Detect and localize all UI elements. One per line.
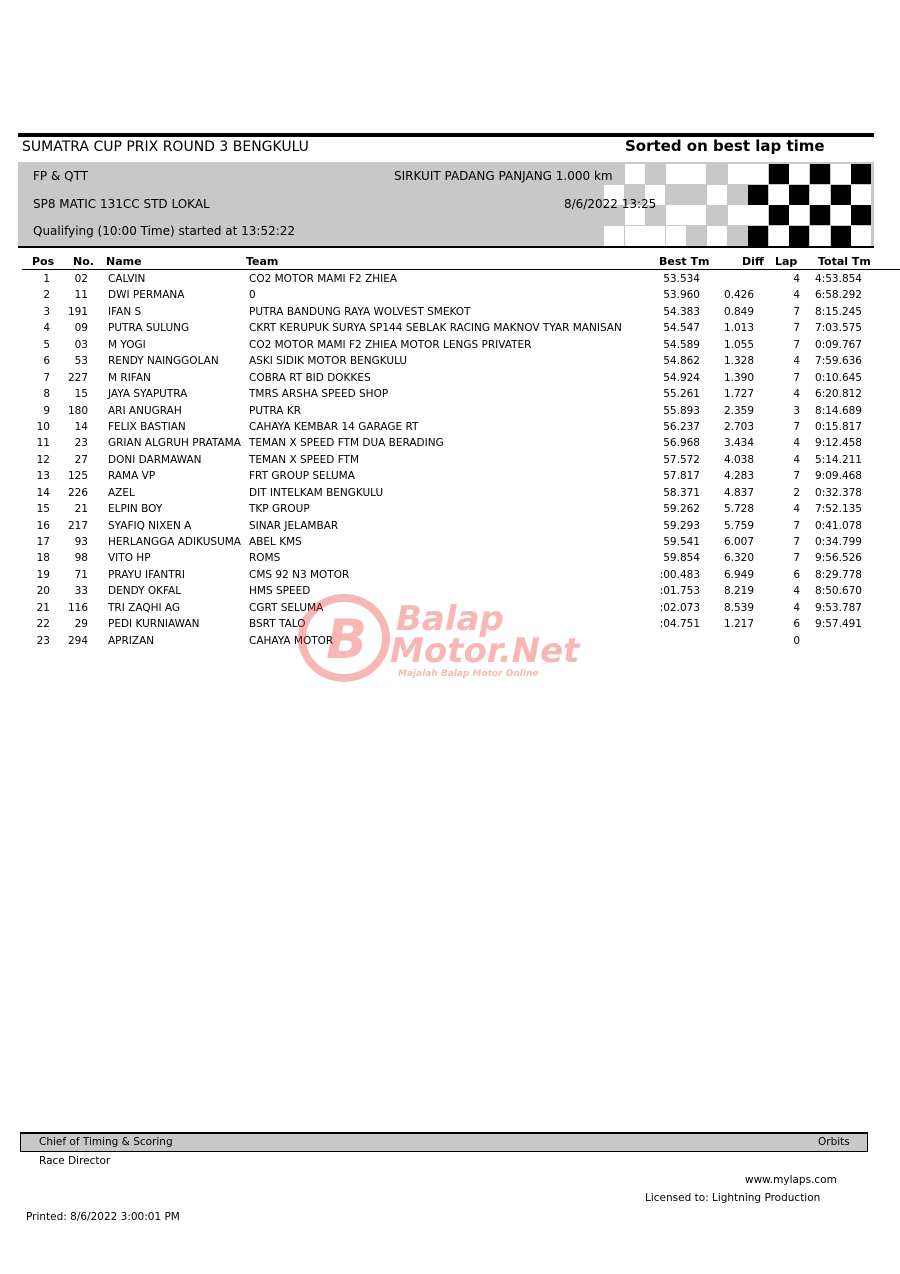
cell-no: 09 <box>74 322 88 335</box>
col-total-time: Total Tm <box>818 255 871 268</box>
flag-square <box>728 226 748 246</box>
cell-best: :04.751 <box>659 618 700 631</box>
cell-best: :01.753 <box>659 585 700 598</box>
flag-square <box>625 226 645 246</box>
cell-pos: 9 <box>43 404 50 417</box>
cell-no: 27 <box>74 453 88 466</box>
col-diff: Diff <box>742 255 764 268</box>
flag-square <box>748 164 768 184</box>
watermark-text-2: Motor.Net <box>390 631 580 671</box>
cell-name: RAMA VP <box>108 470 156 483</box>
cell-team: 0 <box>249 289 256 302</box>
cell-lap: 4 <box>793 453 800 466</box>
col-best-time: Best Tm <box>659 255 710 268</box>
cell-diff: 3.434 <box>723 437 754 450</box>
flag-square <box>748 205 768 225</box>
cell-lap: 0 <box>793 634 800 647</box>
cell-no: 71 <box>74 568 88 581</box>
cell-name: VITO HP <box>108 552 151 565</box>
flag-square <box>666 164 686 184</box>
cell-team: CO2 MOTOR MAMI F2 ZHIEA <box>249 273 398 285</box>
cell-diff: 0.849 <box>723 305 754 318</box>
cell-diff: 1.328 <box>723 355 754 368</box>
cell-lap: 4 <box>793 355 800 368</box>
cell-best: 54.589 <box>663 338 700 351</box>
flag-square <box>604 226 624 246</box>
table-row <box>0 452 900 468</box>
table-row <box>0 567 900 583</box>
cell-pos: 2 <box>43 289 50 302</box>
cell-team: CAHAYA KEMBAR 14 GARAGE RT <box>249 420 419 433</box>
cell-best: 58.371 <box>663 486 700 499</box>
cell-team: TMRS ARSHA SPEED SHOP <box>249 388 389 401</box>
cell-pos: 4 <box>43 322 50 335</box>
table-row <box>0 337 900 353</box>
cell-best: 54.862 <box>663 355 700 368</box>
cell-no: 21 <box>74 503 88 516</box>
cell-diff: 6.007 <box>723 536 754 548</box>
cell-name: DENDY OKFAL <box>108 585 182 598</box>
flag-square <box>769 164 789 184</box>
cell-diff: 4.038 <box>723 453 754 466</box>
col-lap: Lap <box>775 255 798 268</box>
cell-team: CKRT KERUPUK SURYA SP144 SEBLAK RACING MAKNOV TYAR MANISAN <box>249 322 622 335</box>
sort-label: Sorted on best lap time <box>625 137 825 155</box>
flag-square <box>645 226 665 246</box>
cell-name: RENDY NAINGGOLAN <box>108 355 219 368</box>
cell-name: ARI ANUGRAH <box>108 404 182 417</box>
cell-name: PEDI KURNIAWAN <box>108 618 200 631</box>
cell-best: 57.572 <box>663 453 700 466</box>
cell-diff: 4.837 <box>723 486 754 499</box>
cell-lap: 7 <box>793 305 800 318</box>
table-row <box>0 550 900 566</box>
cell-team: ASKI SIDIK MOTOR BENGKULU <box>249 355 408 368</box>
cell-total: 5:14.211 <box>815 453 862 466</box>
cell-no: 14 <box>74 420 88 433</box>
cell-diff: 1.013 <box>723 322 754 335</box>
cell-pos: 12 <box>36 453 50 466</box>
flag-square <box>851 164 871 184</box>
cell-no: 93 <box>74 536 88 548</box>
flag-square <box>707 226 727 246</box>
flag-square <box>686 164 706 184</box>
cell-best: 54.924 <box>663 371 700 384</box>
flag-square <box>789 226 809 246</box>
cell-best: 54.383 <box>663 305 700 318</box>
cell-lap: 7 <box>793 338 800 351</box>
table-row <box>0 403 900 419</box>
cell-no: 15 <box>74 388 88 401</box>
cell-diff: 5.759 <box>723 519 754 532</box>
cell-pos: 8 <box>43 388 50 401</box>
cell-no: 29 <box>74 618 88 631</box>
cell-diff: 8.219 <box>723 585 754 598</box>
col-team: Team <box>246 255 279 268</box>
flag-square <box>686 205 706 225</box>
table-row <box>0 287 900 303</box>
cell-no: 02 <box>74 273 88 285</box>
cell-pos: 5 <box>43 338 50 351</box>
cell-lap: 7 <box>793 322 800 335</box>
cell-team: PUTRA BANDUNG RAYA WOLVEST SMEKOT <box>249 305 471 318</box>
session-datetime: 8/6/2022 13:25 <box>564 197 657 211</box>
flag-square <box>789 185 809 205</box>
flag-square <box>666 205 686 225</box>
cell-team: CAHAYA MOTOR <box>249 634 334 647</box>
cell-total: 0:41.078 <box>815 519 862 532</box>
table-row <box>0 501 900 517</box>
cell-pos: 3 <box>43 305 50 318</box>
cell-total: 0:32.378 <box>815 486 862 499</box>
flag-square <box>831 185 851 205</box>
cell-best: 57.817 <box>663 470 700 483</box>
cell-total: 0:10.645 <box>815 371 862 384</box>
cell-name: M YOGI <box>108 338 146 351</box>
balapmotor-watermark <box>298 592 604 684</box>
cell-total: 9:09.468 <box>815 470 862 483</box>
cell-pos: 21 <box>36 601 50 614</box>
cell-pos: 15 <box>36 503 50 516</box>
flag-square <box>645 164 665 184</box>
cell-no: 294 <box>67 634 88 647</box>
cell-name: SYAFIQ NIXEN A <box>108 519 192 532</box>
cell-diff: 4.283 <box>723 470 754 483</box>
cell-team: COBRA RT BID DOKKES <box>249 371 371 384</box>
cell-pos: 16 <box>36 519 50 532</box>
cell-pos: 19 <box>36 568 50 581</box>
flag-square <box>769 226 789 246</box>
cell-total: 9:12.458 <box>815 437 862 450</box>
cell-best: 59.262 <box>663 503 700 516</box>
cell-total: 0:09.767 <box>815 338 862 351</box>
cell-no: 23 <box>74 437 88 450</box>
cell-team: ABEL KMS <box>249 536 302 548</box>
cell-lap: 4 <box>793 601 800 614</box>
table-row <box>0 304 900 320</box>
cell-pos: 18 <box>36 552 50 565</box>
flag-square <box>769 185 789 205</box>
cell-name: DONI DARMAWAN <box>108 453 202 466</box>
cell-no: 191 <box>67 305 88 318</box>
cell-pos: 20 <box>36 585 50 598</box>
license-info: Licensed to: Lightning Production <box>645 1192 821 1204</box>
flag-square <box>831 164 851 184</box>
cell-best: 55.261 <box>663 388 700 401</box>
cell-diff: 1.217 <box>723 618 754 631</box>
flag-square <box>666 185 686 205</box>
cell-total: 0:34.799 <box>815 536 862 548</box>
cell-best: :02.073 <box>659 601 700 614</box>
table-row <box>0 370 900 386</box>
cell-best: 56.237 <box>663 420 700 433</box>
cell-best: 53.534 <box>663 273 700 285</box>
cell-team: CGRT SELUMA <box>249 601 324 614</box>
table-row <box>0 534 900 550</box>
table-row <box>0 485 900 501</box>
flag-square <box>748 185 768 205</box>
cell-total: 6:20.812 <box>815 388 862 401</box>
cell-team: DIT INTELKAM BENGKULU <box>249 486 384 499</box>
cell-no: 227 <box>67 371 88 384</box>
class-name: SP8 MATIC 131CC STD LOKAL <box>33 197 210 211</box>
cell-lap: 3 <box>793 404 800 417</box>
cell-total: 8:14.689 <box>815 404 862 417</box>
flag-square <box>851 185 871 205</box>
cell-best: 55.893 <box>663 404 700 417</box>
table-row <box>0 518 900 534</box>
flag-square <box>707 205 727 225</box>
flag-square <box>728 185 748 205</box>
cell-total: 8:15.245 <box>815 305 862 318</box>
cell-diff: 2.359 <box>723 404 754 417</box>
cell-team: ROMS <box>249 552 281 565</box>
cell-diff: 6.320 <box>723 552 754 565</box>
flag-square <box>831 226 851 246</box>
cell-diff: 1.390 <box>723 371 754 384</box>
cell-name: M RIFAN <box>108 371 151 384</box>
cell-no: 116 <box>67 601 88 614</box>
cell-team: CMS 92 N3 MOTOR <box>249 568 350 581</box>
cell-pos: 7 <box>43 371 50 384</box>
cell-lap: 7 <box>793 519 800 532</box>
cell-team: TEMAN X SPEED FTM <box>249 453 360 466</box>
cell-total: 9:57.491 <box>815 618 862 631</box>
event-title: SUMATRA CUP PRIX ROUND 3 BENGKULU <box>22 139 309 155</box>
cell-total: 6:58.292 <box>815 289 862 302</box>
cell-name: CALVIN <box>108 273 146 285</box>
table-row <box>0 271 900 287</box>
cell-best: 59.293 <box>663 519 700 532</box>
cell-pos: 13 <box>36 470 50 483</box>
cell-team: TKP GROUP <box>249 503 310 516</box>
cell-lap: 4 <box>793 273 800 285</box>
flag-square <box>831 205 851 225</box>
col-pos: Pos <box>32 255 55 268</box>
table-row <box>0 435 900 451</box>
cell-diff: 6.949 <box>723 568 754 581</box>
orbits-label: Orbits <box>818 1136 850 1148</box>
cell-total: 9:56.526 <box>815 552 862 565</box>
cell-lap: 4 <box>793 388 800 401</box>
cell-lap: 4 <box>793 585 800 598</box>
cell-lap: 7 <box>793 371 800 384</box>
cell-total: 8:29.778 <box>815 568 862 581</box>
cell-name: GRIAN ALGRUH PRATAMA <box>108 437 241 450</box>
cell-pos: 22 <box>36 618 50 631</box>
flag-square <box>789 205 809 225</box>
cell-name: AZEL <box>108 486 135 499</box>
cell-no: 226 <box>67 486 88 499</box>
flag-square <box>851 205 871 225</box>
cell-team: PUTRA KR <box>249 404 302 417</box>
cell-no: 33 <box>74 585 88 598</box>
cell-total: 7:52.135 <box>815 503 862 516</box>
cell-pos: 6 <box>43 355 50 368</box>
cell-pos: 10 <box>36 420 50 433</box>
cell-lap: 7 <box>793 470 800 483</box>
circuit-name: SIRKUIT PADANG PANJANG 1.000 km <box>394 169 613 183</box>
cell-diff: 1.727 <box>723 388 754 401</box>
cell-name: PRAYU IFANTRI <box>108 568 186 581</box>
cell-best: 53.960 <box>663 289 700 302</box>
cell-lap: 4 <box>793 437 800 450</box>
cell-no: 53 <box>74 355 88 368</box>
cell-lap: 7 <box>793 420 800 433</box>
cell-no: 03 <box>74 338 88 351</box>
cell-name: APRIZAN <box>108 634 155 647</box>
cell-name: PUTRA SULUNG <box>108 322 190 335</box>
cell-team: SINAR JELAMBAR <box>249 519 339 532</box>
col-name: Name <box>106 255 142 268</box>
cell-lap: 4 <box>793 289 800 302</box>
table-row <box>0 320 900 336</box>
flag-square <box>728 205 748 225</box>
website[interactable]: www.mylaps.com <box>745 1174 837 1186</box>
cell-name: IFAN S <box>108 305 142 318</box>
flag-square <box>707 185 727 205</box>
cell-diff: 0.426 <box>723 289 754 302</box>
printed-timestamp: Printed: 8/6/2022 3:00:01 PM <box>26 1211 180 1223</box>
column-rule <box>22 269 900 270</box>
cell-team: HMS SPEED <box>249 585 311 598</box>
cell-total: 8:50.670 <box>815 585 862 598</box>
cell-total: 9:53.787 <box>815 601 862 614</box>
cell-team: FRT GROUP SELUMA <box>249 470 355 483</box>
cell-best: 59.854 <box>663 552 700 565</box>
cell-lap: 7 <box>793 536 800 548</box>
cell-no: 217 <box>67 519 88 532</box>
qualifying-info: Qualifying (10:00 Time) started at 13:52:22 <box>33 224 296 238</box>
cell-total: 7:03.575 <box>815 322 862 335</box>
col-no: No. <box>73 255 94 268</box>
flag-square <box>810 205 830 225</box>
cell-diff: 1.055 <box>723 338 754 351</box>
flag-square <box>810 226 830 246</box>
cell-best: :00.483 <box>659 568 700 581</box>
flag-square <box>625 164 645 184</box>
cell-name: FELIX BASTIAN <box>108 420 186 433</box>
cell-pos: 11 <box>36 437 50 450</box>
table-row <box>0 468 900 484</box>
watermark-tagline: Majalah Balap Motor Online <box>398 669 539 679</box>
cell-total: 0:15.817 <box>815 420 862 433</box>
cell-pos: 14 <box>36 486 50 499</box>
flag-square <box>686 226 706 246</box>
cell-lap: 7 <box>793 552 800 565</box>
header-rule <box>18 246 874 248</box>
cell-name: TRI ZAQHI AG <box>108 601 181 614</box>
flag-square <box>666 226 686 246</box>
flag-square <box>851 226 871 246</box>
cell-no: 180 <box>67 404 88 417</box>
cell-team: TEMAN X SPEED FTM DUA BERADING <box>249 437 444 450</box>
flag-square <box>728 164 748 184</box>
cell-name: ELPIN BOY <box>108 503 163 516</box>
table-row <box>0 386 900 402</box>
race-director: Race Director <box>39 1155 111 1167</box>
svg-text:B: B <box>326 608 368 671</box>
cell-pos: 23 <box>36 634 50 647</box>
session-name: FP & QTT <box>33 169 89 183</box>
cell-total: 4:53.854 <box>815 273 862 285</box>
cell-diff: 2.703 <box>723 420 754 433</box>
cell-name: HERLANGGA ADIKUSUMA <box>108 536 241 548</box>
cell-best: 54.547 <box>663 322 700 335</box>
flag-square <box>686 185 706 205</box>
cell-lap: 6 <box>793 618 800 631</box>
cell-pos: 1 <box>43 273 50 285</box>
flag-square <box>769 205 789 225</box>
cell-lap: 6 <box>793 568 800 581</box>
cell-best: 59.541 <box>663 536 700 548</box>
watermark-text-1: Balap <box>396 599 504 639</box>
cell-name: JAYA SYAPUTRA <box>108 388 188 401</box>
flag-square <box>748 226 768 246</box>
chief-of-timing: Chief of Timing & Scoring <box>39 1136 173 1148</box>
table-row <box>0 419 900 435</box>
cell-diff: 8.539 <box>723 601 754 614</box>
flag-square <box>707 164 727 184</box>
cell-total: 7:59.636 <box>815 355 862 368</box>
cell-no: 98 <box>74 552 88 565</box>
cell-no: 125 <box>67 470 88 483</box>
table-row <box>0 353 900 369</box>
cell-lap: 2 <box>793 486 800 499</box>
cell-lap: 4 <box>793 503 800 516</box>
flag-square <box>789 164 809 184</box>
flag-square <box>810 185 830 205</box>
cell-no: 11 <box>74 289 88 302</box>
cell-team: CO2 MOTOR MAMI F2 ZHIEA MOTOR LENGS PRIVATER <box>249 338 532 351</box>
cell-name: DWI PERMANA <box>108 289 185 302</box>
flag-square <box>810 164 830 184</box>
cell-team: BSRT TALO <box>249 618 306 631</box>
cell-diff: 5.728 <box>723 503 754 516</box>
cell-best: 56.968 <box>663 437 700 450</box>
cell-pos: 17 <box>36 536 50 548</box>
